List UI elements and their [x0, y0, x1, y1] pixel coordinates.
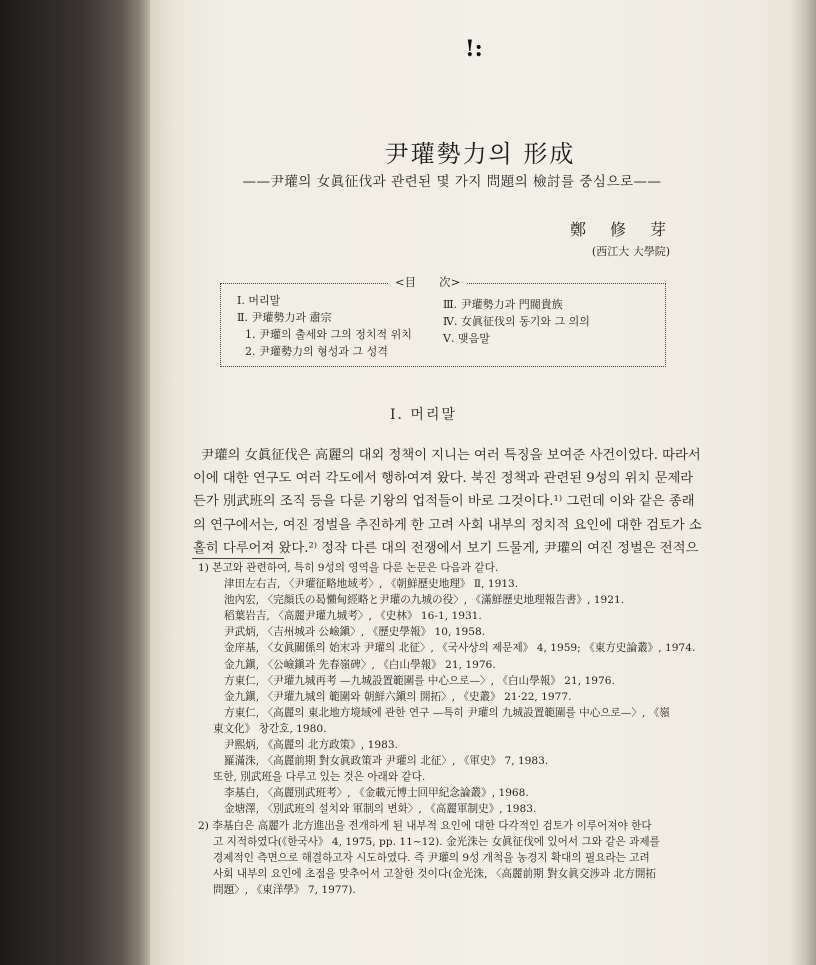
body-line: 이에 대한 연구도 여러 각도에서 행하여져 왔다. 북진 정책과 관련된 9성의 위치 문제라: [193, 471, 694, 487]
footnote-line: 池內宏, 〈完顔氏の曷懶甸經略と尹瓘の九城の役〉, 《滿鮮歷史地理報告書》, 1921.: [224, 594, 625, 607]
footnote-line: 金塘澤, 〈別武班의 설치와 軍制의 변화〉, 《高麗軍制史》, 1983.: [224, 803, 537, 816]
footnote-line: 津田左右吉, 〈尹瓘征略地域考〉, 《朝鮮歷史地理》 Ⅱ, 1913.: [224, 578, 519, 591]
footnote-line: 方東仁, 〈高麗의 東北地方境域에 관한 연구 —특히 尹瓘의 九城設置範圍를 中心으로—〉, 《嶺: [224, 706, 670, 719]
footnote-line: 羅滿洙, 〈高麗前期 對女眞政策과 尹瓘의 北征〉, 《軍史》 7, 1983.: [224, 755, 549, 768]
toc-right-column: [443, 296, 590, 347]
footnote-line: 方東仁, 〈尹瓘九城再考 —九城設置範圍를 中心으로—〉, 《白山學報》 21, 1976.: [224, 674, 615, 687]
author-name: 鄭修芽: [569, 220, 690, 239]
toc-item: Ⅲ. 尹瓘勢力과 門閥貴族: [443, 298, 563, 311]
page-edge-shadow: [790, 0, 816, 965]
toc-item: Ⅰ. 머리말: [237, 294, 281, 307]
toc-item: Ⅴ. 맺음말: [443, 332, 490, 345]
footnote-line: 2) 李基白은 高麗가 北方進出을 전개하게 된 내부적 요인에 대한 다각적인 검토가 이루어져야 한다: [198, 819, 652, 832]
paper-subtitle: ——尹瓘의 女眞征伐과 관련된 몇 가지 問題의 檢討를 중심으로——: [242, 174, 662, 190]
body-line: 尹瓘의 女眞征伐은 高麗의 대외 정책이 지니는 여러 특징을 보여준 사건이었다. 따라서: [201, 448, 701, 463]
footnote-line: 사회 내부의 요인에 초점을 맞추어서 고찰한 것이다(金光洙, 〈高麗前期 對女眞交涉과 北方開拓: [213, 867, 657, 880]
footnote-line: 金九鎭, 〈尹瓘九城의 範圍와 朝鮮六鎭의 開拓〉, 《史叢》 21·22, 1977.: [224, 690, 572, 703]
footnote-line: 尹武炳, 〈吉州城과 公嶮鎭〉, 《歷史學報》 10, 1958.: [224, 626, 486, 639]
section-heading: Ⅰ. 머리말: [390, 407, 458, 423]
footnote-line: 金庠基, 〈女眞關係의 始末과 尹瓘의 北征〉, 《국사상의 제문제》 4, 1959; 《東方史論叢》, 1974.: [224, 642, 696, 655]
handwritten-mark: !:: [465, 36, 483, 62]
body-line: 홀히 다루어져 왔다.²⁾ 정작 다른 대의 전쟁에서 보기 드물게, 尹瓘의 여진 정벌은 전적으: [193, 540, 699, 556]
footnote-line: 1) 본고와 관련하여, 특히 9성의 영역을 다룬 논문은 다음과 같다.: [198, 562, 499, 574]
footnote-line: 金九鎭, 〈公嶮鎭과 先春嶺碑〉, 《白山學報》 21, 1976.: [224, 658, 496, 671]
toc-item: Ⅳ. 女眞征伐의 동기와 그 의의: [443, 315, 590, 328]
footnote-line: 稻葉岩吉, 〈高麗尹瓘九城考〉, 《史林》 16-1, 1931.: [224, 610, 482, 623]
body-line: 든가 別武班의 조직 등을 다룬 기왕의 업적들이 바로 그것이다.¹⁾ 그런데 이와 같은 종래: [193, 494, 695, 510]
footnotes: [198, 560, 698, 898]
toc-item: Ⅱ. 尹瓘勢力과 肅宗: [237, 311, 332, 324]
footnote-line: 고 지적하였다(《한국사》 4, 1975, pp. 11~12). 金光洙는 女眞征伐에 있어서 그와 같은 과제를: [213, 835, 660, 848]
table-of-contents: [220, 275, 666, 367]
toc-title: <目 次>: [389, 274, 466, 290]
footnote-line: 경제적인 측면으로 해결하고자 시도하였다. 즉 尹瓘의 9성 개척을 농경지 확대의 필요라는 고려: [213, 851, 650, 864]
body-line: 의 연구에서는, 여진 정벌을 추진하게 한 고려 사회 내부의 정치적 요인에 대한 검토가 소: [193, 517, 702, 533]
footnote-line: 李基白, 〈高麗別武班考〉, 《金載元博士回甲紀念論叢》, 1968.: [224, 787, 529, 800]
body-paragraph: [193, 444, 702, 560]
footnote-divider: [192, 558, 284, 559]
footnote-line: 問題〉, 《東洋學》 7, 1977).: [213, 883, 356, 896]
footnote-line: 尹熙炳, 《高麗의 北方政策》, 1983.: [224, 739, 398, 752]
footnote-line: 또한, 別武班을 다루고 있는 것은 아래와 같다.: [213, 771, 426, 784]
toc-subitem: 2. 尹瓘勢力의 형성과 그 성격: [245, 345, 388, 358]
author-affiliation: (西江大 大學院): [591, 245, 670, 258]
toc-left-column: [237, 292, 412, 360]
footnote-line: 東文化》 창간호, 1980.: [213, 722, 327, 735]
paper-title: 尹瓘勢力의 形成: [384, 140, 576, 168]
toc-subitem: 1. 尹瓘의 출세와 그의 정치적 위치: [245, 328, 412, 341]
